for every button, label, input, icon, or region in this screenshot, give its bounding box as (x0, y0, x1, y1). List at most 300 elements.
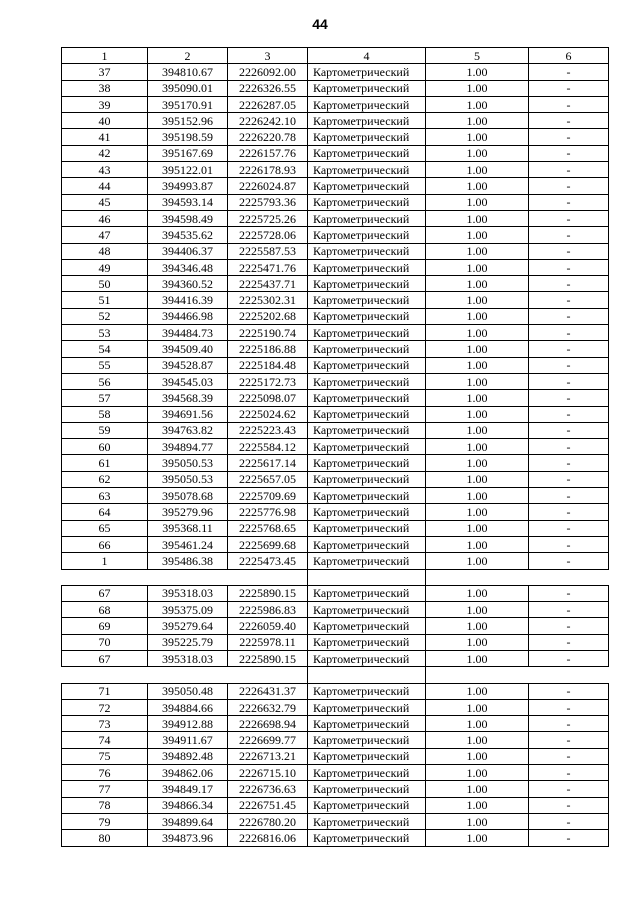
table-cell: 1.00 (426, 129, 529, 145)
table-cell: 48 (62, 243, 148, 259)
table-cell: - (529, 325, 609, 341)
table-cell: 2226157.76 (228, 145, 308, 161)
table-cell: Картометрический (308, 178, 426, 194)
table-cell: - (529, 422, 609, 438)
table-cell: 2225587.53 (228, 243, 308, 259)
table-cell: Картометрический (308, 325, 426, 341)
table-cell: 2225890.15 (228, 650, 308, 666)
table-row (62, 683, 609, 699)
table-cell: - (529, 504, 609, 520)
table-cell: 80 (62, 830, 148, 846)
empty-cell (228, 667, 308, 683)
table-cell: - (529, 765, 609, 781)
table-cell: 78 (62, 797, 148, 813)
table-cell: 1.00 (426, 748, 529, 764)
table-cell: 394406.37 (148, 243, 228, 259)
table-cell: - (529, 830, 609, 846)
table-row (62, 488, 609, 504)
table-cell: 1.00 (426, 716, 529, 732)
table-row (62, 439, 609, 455)
table-cell: 52 (62, 308, 148, 324)
table-cell: 394873.96 (148, 830, 228, 846)
table-cell: - (529, 536, 609, 552)
table-cell: Картометрический (308, 80, 426, 96)
table-row (62, 259, 609, 275)
table-cell: Картометрический (308, 504, 426, 520)
table-cell: - (529, 243, 609, 259)
table-cell: 2226713.21 (228, 748, 308, 764)
table-cell: 394691.56 (148, 406, 228, 422)
table-cell: 1.00 (426, 797, 529, 813)
table-cell: 2225584.12 (228, 439, 308, 455)
table-cell: 2225793.36 (228, 194, 308, 210)
table-row (62, 422, 609, 438)
table-cell: 394598.49 (148, 210, 228, 226)
table-cell: 2225768.65 (228, 520, 308, 536)
table-cell: 60 (62, 439, 148, 455)
table-cell: Картометрический (308, 797, 426, 813)
table-cell: 2226698.94 (228, 716, 308, 732)
table-cell: - (529, 357, 609, 373)
table-cell: - (529, 471, 609, 487)
table-cell: Картометрический (308, 765, 426, 781)
table-cell: Картометрический (308, 406, 426, 422)
table-cell: 395167.69 (148, 145, 228, 161)
table-cell: 38 (62, 80, 148, 96)
table-cell: - (529, 96, 609, 112)
table-cell: 50 (62, 276, 148, 292)
table-cell: 1.00 (426, 210, 529, 226)
table-cell: 394899.64 (148, 813, 228, 829)
table-cell: 2225725.26 (228, 210, 308, 226)
table-cell: 1.00 (426, 422, 529, 438)
table-cell: 1.00 (426, 683, 529, 699)
table-cell: 394416.39 (148, 292, 228, 308)
empty-cell (62, 667, 148, 683)
table-cell: 2226059.40 (228, 618, 308, 634)
table-row (62, 830, 609, 846)
table-row (62, 471, 609, 487)
table-cell: 1.00 (426, 813, 529, 829)
table-cell: 2225657.05 (228, 471, 308, 487)
table-cell: 1.00 (426, 471, 529, 487)
table-cell: - (529, 113, 609, 129)
table-row (62, 618, 609, 634)
table-row (62, 781, 609, 797)
table-cell: - (529, 227, 609, 243)
table-cell: 1.00 (426, 243, 529, 259)
table-cell: 1.00 (426, 80, 529, 96)
table-cell: - (529, 162, 609, 178)
table-cell: 2226632.79 (228, 699, 308, 715)
table-cell: 39 (62, 96, 148, 112)
table-cell: - (529, 748, 609, 764)
table-cell: 394894.77 (148, 439, 228, 455)
table-cell: 2225202.68 (228, 308, 308, 324)
table-cell: Картометрический (308, 439, 426, 455)
table-row (62, 162, 609, 178)
table-cell: 49 (62, 259, 148, 275)
column-header: 6 (529, 48, 609, 64)
table-cell: 394509.40 (148, 341, 228, 357)
table-cell: Картометрический (308, 585, 426, 601)
table-cell: 2225776.98 (228, 504, 308, 520)
table-cell: - (529, 797, 609, 813)
table-cell: 1.00 (426, 390, 529, 406)
table-cell: - (529, 276, 609, 292)
table-cell: 2225728.06 (228, 227, 308, 243)
table-cell: 67 (62, 585, 148, 601)
table-row (62, 292, 609, 308)
table-cell: - (529, 553, 609, 569)
table-cell: 55 (62, 357, 148, 373)
table-row (62, 210, 609, 226)
table-cell: 1.00 (426, 585, 529, 601)
table-cell: 395050.53 (148, 455, 228, 471)
table-cell: 395090.01 (148, 80, 228, 96)
table-cell: 394528.87 (148, 357, 228, 373)
table-cell: 57 (62, 390, 148, 406)
table-cell: 1.00 (426, 536, 529, 552)
table-cell: - (529, 308, 609, 324)
table-cell: 65 (62, 520, 148, 536)
table-cell: 2226431.37 (228, 683, 308, 699)
table-cell: 2226092.00 (228, 64, 308, 80)
table-cell: 76 (62, 765, 148, 781)
table-cell: 394866.34 (148, 797, 228, 813)
table-cell: 2225172.73 (228, 373, 308, 389)
table-cell: 395368.11 (148, 520, 228, 536)
table-cell: 2226220.78 (228, 129, 308, 145)
table-cell: - (529, 259, 609, 275)
page-number: 44 (312, 16, 328, 32)
table-cell: 47 (62, 227, 148, 243)
table-cell: 46 (62, 210, 148, 226)
table-row (62, 455, 609, 471)
table-cell: 2226715.10 (228, 765, 308, 781)
table-row (62, 699, 609, 715)
table-cell: 394849.17 (148, 781, 228, 797)
table-cell: 395318.03 (148, 585, 228, 601)
table-cell: - (529, 145, 609, 161)
table-cell: 2225024.62 (228, 406, 308, 422)
table-cell: 2225978.11 (228, 634, 308, 650)
table-cell: Картометрический (308, 308, 426, 324)
column-header: 5 (426, 48, 529, 64)
table-cell: 394360.52 (148, 276, 228, 292)
table-cell: 37 (62, 64, 148, 80)
table-cell: 395170.91 (148, 96, 228, 112)
table-cell: Картометрический (308, 129, 426, 145)
table-cell: 1.00 (426, 292, 529, 308)
table-cell: 2225098.07 (228, 390, 308, 406)
empty-cell (62, 569, 148, 585)
table-cell: - (529, 602, 609, 618)
table-cell: 2225617.14 (228, 455, 308, 471)
table-row (62, 113, 609, 129)
table-cell: Картометрический (308, 716, 426, 732)
table-cell: Картометрический (308, 471, 426, 487)
table-cell: 1.00 (426, 406, 529, 422)
table-row (62, 64, 609, 80)
separator-row (62, 569, 609, 585)
table-cell: - (529, 439, 609, 455)
table-cell: Картометрический (308, 162, 426, 178)
table-cell: 394911.67 (148, 732, 228, 748)
table-cell: 394763.82 (148, 422, 228, 438)
empty-cell (529, 667, 609, 683)
table-cell: 51 (62, 292, 148, 308)
table-cell: Картометрический (308, 145, 426, 161)
table-row (62, 178, 609, 194)
table-cell: 59 (62, 422, 148, 438)
table-row (62, 650, 609, 666)
table-header-row (62, 48, 609, 64)
table-cell: 1.00 (426, 488, 529, 504)
table-cell: 394862.06 (148, 765, 228, 781)
table-cell: - (529, 373, 609, 389)
table-row (62, 325, 609, 341)
table-cell: 54 (62, 341, 148, 357)
table-cell: 1.00 (426, 634, 529, 650)
table-cell: 1.00 (426, 618, 529, 634)
table-cell: 394545.03 (148, 373, 228, 389)
table-row (62, 357, 609, 373)
table-row (62, 732, 609, 748)
table-cell: 395050.53 (148, 471, 228, 487)
table-cell: 58 (62, 406, 148, 422)
table-cell: 1.00 (426, 276, 529, 292)
table-cell: Картометрический (308, 748, 426, 764)
empty-cell (308, 569, 426, 585)
table-cell: 2226242.10 (228, 113, 308, 129)
table-cell: - (529, 699, 609, 715)
table-cell: 79 (62, 813, 148, 829)
table-cell: 70 (62, 634, 148, 650)
table-cell: - (529, 732, 609, 748)
table-cell: 2226178.93 (228, 162, 308, 178)
table-cell: 1.00 (426, 308, 529, 324)
table-cell: 2225223.43 (228, 422, 308, 438)
table-cell: 1.00 (426, 553, 529, 569)
table-cell: 69 (62, 618, 148, 634)
table-cell: Картометрический (308, 520, 426, 536)
table-row (62, 194, 609, 210)
table-cell: 2225699.68 (228, 536, 308, 552)
table-cell: 1.00 (426, 781, 529, 797)
table-cell: 1.00 (426, 194, 529, 210)
table-cell: 2226736.63 (228, 781, 308, 797)
table-cell: Картометрический (308, 227, 426, 243)
table-cell: 1.00 (426, 830, 529, 846)
table-cell: 40 (62, 113, 148, 129)
table-row (62, 406, 609, 422)
table-cell: - (529, 650, 609, 666)
table-row (62, 373, 609, 389)
table-cell: 2226816.06 (228, 830, 308, 846)
table-cell: Картометрический (308, 634, 426, 650)
table-cell: 1.00 (426, 64, 529, 80)
table-row (62, 585, 609, 601)
table-row (62, 634, 609, 650)
table-row (62, 536, 609, 552)
table-cell: Картометрический (308, 390, 426, 406)
table-cell: - (529, 781, 609, 797)
table-cell: Картометрический (308, 553, 426, 569)
table-cell: 395198.59 (148, 129, 228, 145)
table-cell: 2225184.48 (228, 357, 308, 373)
table-cell: Картометрический (308, 732, 426, 748)
table-cell: - (529, 716, 609, 732)
table-cell: Картометрический (308, 830, 426, 846)
table-cell: 394568.39 (148, 390, 228, 406)
table-cell: 395486.38 (148, 553, 228, 569)
table-cell: 45 (62, 194, 148, 210)
table-cell: 44 (62, 178, 148, 194)
table-cell: - (529, 178, 609, 194)
table-row (62, 602, 609, 618)
table-cell: - (529, 813, 609, 829)
table-cell: 395078.68 (148, 488, 228, 504)
table-row (62, 553, 609, 569)
empty-cell (308, 667, 426, 683)
table-cell: - (529, 210, 609, 226)
table-cell: 1.00 (426, 341, 529, 357)
empty-cell (228, 569, 308, 585)
table-cell: Картометрический (308, 341, 426, 357)
table-row (62, 765, 609, 781)
table-cell: Картометрический (308, 64, 426, 80)
table-cell: 394346.48 (148, 259, 228, 275)
coordinates-table (61, 47, 609, 847)
table-cell: Картометрический (308, 113, 426, 129)
table-cell: - (529, 406, 609, 422)
table-cell: 73 (62, 716, 148, 732)
table-cell: 394593.14 (148, 194, 228, 210)
table-cell: Картометрический (308, 194, 426, 210)
table-cell: 395318.03 (148, 650, 228, 666)
table-cell: - (529, 488, 609, 504)
table-cell: 1.00 (426, 178, 529, 194)
table-cell: 1.00 (426, 113, 529, 129)
table-cell: 77 (62, 781, 148, 797)
table-cell: Картометрический (308, 210, 426, 226)
table-cell: - (529, 520, 609, 536)
column-header: 4 (308, 48, 426, 64)
table-cell: - (529, 585, 609, 601)
table-cell: 1.00 (426, 732, 529, 748)
table-cell: 63 (62, 488, 148, 504)
table-cell: 71 (62, 683, 148, 699)
table-cell: 66 (62, 536, 148, 552)
table-cell: 1.00 (426, 145, 529, 161)
empty-cell (529, 569, 609, 585)
table-row (62, 276, 609, 292)
table-cell: - (529, 634, 609, 650)
table-cell: 2225986.83 (228, 602, 308, 618)
table-cell: 1.00 (426, 520, 529, 536)
table-cell: 41 (62, 129, 148, 145)
empty-cell (426, 569, 529, 585)
table-cell: Картометрический (308, 96, 426, 112)
table-cell: 67 (62, 650, 148, 666)
table-cell: 2225437.71 (228, 276, 308, 292)
table-cell: 2226287.05 (228, 96, 308, 112)
table-cell: 1.00 (426, 373, 529, 389)
table-cell: Картометрический (308, 699, 426, 715)
table-cell: - (529, 80, 609, 96)
table-row (62, 129, 609, 145)
table-cell: 2226751.45 (228, 797, 308, 813)
table-cell: 395152.96 (148, 113, 228, 129)
table-cell: 395050.48 (148, 683, 228, 699)
table-cell: 56 (62, 373, 148, 389)
table-cell: - (529, 455, 609, 471)
table-cell: 53 (62, 325, 148, 341)
table-cell: Картометрический (308, 292, 426, 308)
table-cell: Картометрический (308, 488, 426, 504)
table-cell: 75 (62, 748, 148, 764)
table-cell: 1.00 (426, 96, 529, 112)
table-cell: 1.00 (426, 650, 529, 666)
table-cell: Картометрический (308, 373, 426, 389)
table-cell: 394912.88 (148, 716, 228, 732)
table-cell: 394535.62 (148, 227, 228, 243)
table-cell: Картометрический (308, 422, 426, 438)
table-cell: 394810.67 (148, 64, 228, 80)
table-cell: 394892.48 (148, 748, 228, 764)
table-cell: - (529, 683, 609, 699)
table-cell: - (529, 390, 609, 406)
table-cell: Картометрический (308, 650, 426, 666)
table-cell: 1.00 (426, 602, 529, 618)
table-row (62, 504, 609, 520)
table-cell: 61 (62, 455, 148, 471)
column-header: 2 (148, 48, 228, 64)
table-cell: 2225186.88 (228, 341, 308, 357)
table-cell: Картометрический (308, 602, 426, 618)
table-cell: 64 (62, 504, 148, 520)
table-cell: 395279.96 (148, 504, 228, 520)
table-cell: 395461.24 (148, 536, 228, 552)
table-cell: 72 (62, 699, 148, 715)
table-cell: 68 (62, 602, 148, 618)
table-cell: 2226780.20 (228, 813, 308, 829)
empty-cell (148, 667, 228, 683)
table-cell: 1.00 (426, 325, 529, 341)
column-header: 1 (62, 48, 148, 64)
table-cell: Картометрический (308, 243, 426, 259)
empty-cell (148, 569, 228, 585)
table-cell: 394884.66 (148, 699, 228, 715)
table-cell: - (529, 292, 609, 308)
table-row (62, 813, 609, 829)
table-cell: Картометрический (308, 536, 426, 552)
table-cell: 2225190.74 (228, 325, 308, 341)
table-cell: 43 (62, 162, 148, 178)
table-cell: 1.00 (426, 227, 529, 243)
table-cell: 394484.73 (148, 325, 228, 341)
table-row (62, 145, 609, 161)
table-cell: 1.00 (426, 504, 529, 520)
table-cell: 395225.79 (148, 634, 228, 650)
table-cell: 1.00 (426, 357, 529, 373)
table-cell: 1.00 (426, 455, 529, 471)
table-cell: - (529, 341, 609, 357)
table-cell: 1.00 (426, 439, 529, 455)
table-cell: Картометрический (308, 781, 426, 797)
table-body (62, 64, 609, 846)
